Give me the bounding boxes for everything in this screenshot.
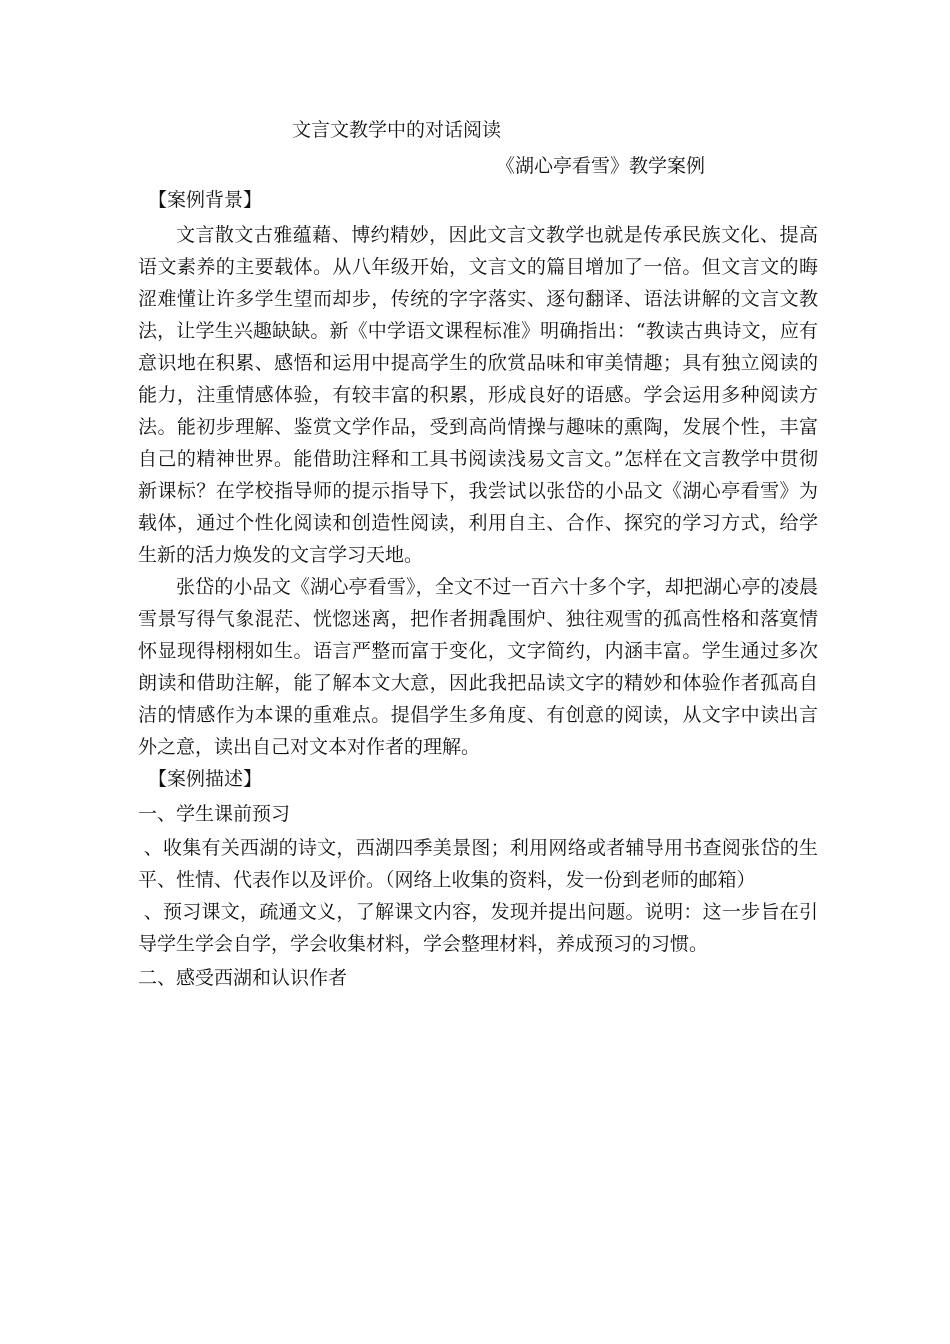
- background-paragraph-2: 张岱的小品文《湖心亭看雪》，全文不过一百六十多个字，却把湖心亭的凌晨雪景写得气象混茫、恍惚迷离，把作者拥毳围炉、独往观雪的孤高性格和落寞情怀显现得栩栩如生。语言严整而富于变化，文字简约，内涵丰富。学生通过多次朗读和借助注解，能了解本文大意，因此我把品读文字的精妙和体验作者孤高自洁的情感作为本课的重难点。提倡学生多角度、有创意的阅读，从文字中读出言外之意，读出自己对文本对作者的理解。: [138, 576, 818, 758]
- document-title: 文言文教学中的对话阅读: [292, 119, 502, 141]
- document-body: [138, 184, 818, 996]
- background-paragraph-1: 文言散文古雅蕴藉、博约精妙，因此文言文教学也就是传承民族文化、提高语文素养的主要载体。从八年级开始，文言文的篇目增加了一倍。但文言文的晦涩难懂让许多学生望而却步，传统的字字落实、逐句翻译、语法讲解的文言文教法，让学生兴趣缺缺。新《中学语文课程标准》明确指出：“教读古典诗文，应有意识地在积累、感悟和运用中提高学生的欣赏品味和审美情趣；具有独立阅读的能力，注重情感体验，有较丰富的积累，形成良好的语感。学会运用多种阅读方法。能初步理解、鉴赏文学作品，受到高尚情操与趣味的熏陶，发展个性，丰富自己的精神世界。能借助注释和工具书阅读浅易文言文。”怎样在文言教学中贯彻新课标？在学校指导师的提示指导下，我尝试以张岱的小品文《湖心亭看雪》为载体，通过个性化阅读和创造性阅读，利用自主、合作、探究的学习方式，给学生新的活力焕发的文言学习天地。: [138, 224, 818, 566]
- preview-item-2: 、预习课文，疏通文义，了解课文内容，发现并提出问题。说明：这一步旨在引导学生学会自学，学会收集材料，学会整理材料，养成预习的习惯。: [138, 901, 818, 955]
- description-heading: 【案例描述】: [148, 768, 263, 790]
- document-subtitle: 《湖心亭看雪》教学案例: [496, 155, 706, 177]
- preview-item-1: 、收集有关西湖的诗文，西湖四季美景图；利用网络或者辅导用书查阅张岱的生平、性情、代表作以及评价。（网络上收集的资料，发一份到老师的邮箱）: [138, 837, 818, 891]
- background-heading: 【案例背景】: [148, 189, 263, 211]
- section-heading-2: 二、感受西湖和认识作者: [138, 967, 348, 989]
- section-heading-1: 一、学生课前预习: [138, 803, 291, 825]
